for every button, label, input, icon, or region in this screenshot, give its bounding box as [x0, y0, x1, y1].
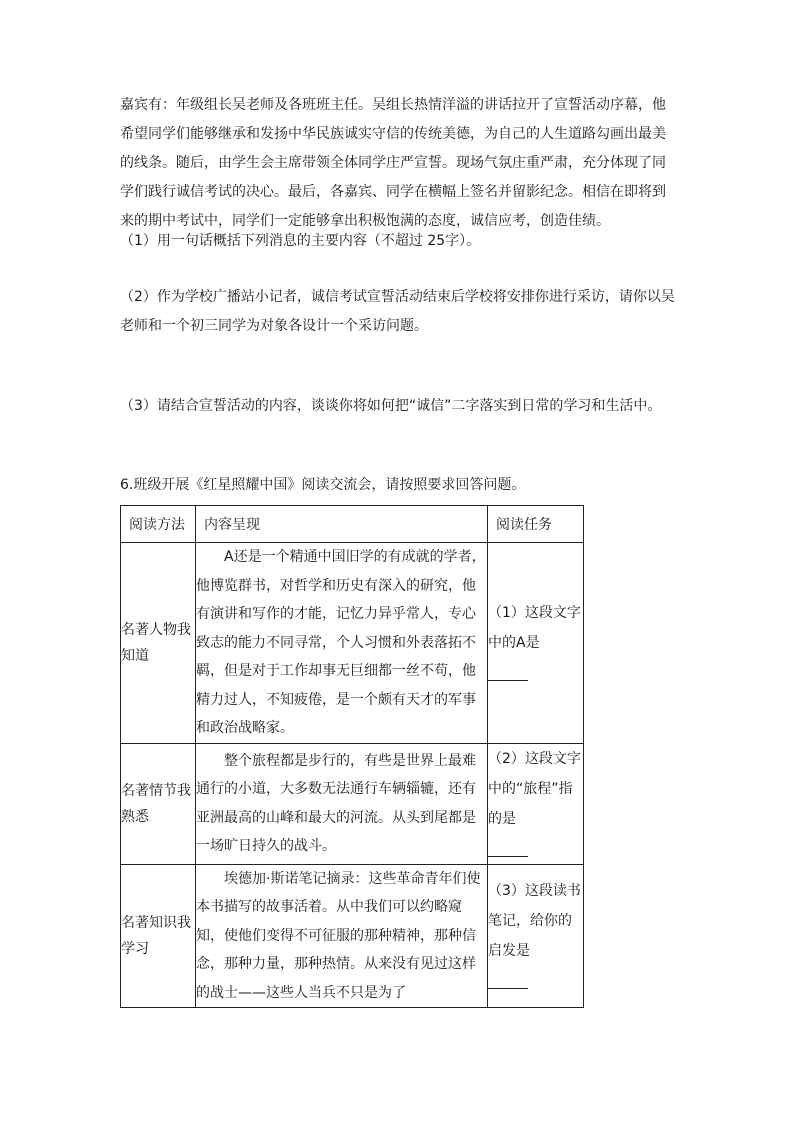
task-text: （2）这段文字中的“旅程”指的是: [488, 750, 581, 827]
task-text: （1）这段文字中的A是: [488, 604, 581, 651]
table-row: [121, 743, 584, 864]
answer-blank[interactable]: [488, 840, 528, 857]
question-1: （1）用一句话概括下列消息的主要内容（不超过 25字）。: [120, 233, 481, 249]
table-row: [121, 543, 584, 744]
content-text: 整个旅程都是步行的，有些是世界上最难通行的小道，大多数无法通行车辆辎辘，还有亚洲最高的山峰和最大的河流。从头到尾都是一场旷日持久的战斗。: [196, 752, 476, 854]
task-text: （3）这段读书笔记，给你的启发是: [488, 882, 581, 959]
section-6-title: 6.班级开展《红星照耀中国》阅读交流会，请按照要求回答问题。: [120, 477, 526, 493]
method-cell: 名著人物我知道: [121, 543, 196, 744]
answer-blank[interactable]: [488, 664, 528, 681]
header-method: 阅读方法: [121, 506, 196, 543]
news-paragraph: 嘉宾有：年级组长吴老师及各班班主任。吴组长热情洋溢的讲话拉开了宣誓活动序幕，他希望同学们能够继承和发扬中华民族诚实守信的传统美德，为自己的人生道路勾画出最美的线条。随后，由学生会主席带领全体同学庄严宣誓。现场气氛庄重严肃，充分体现了同学们践行诚信考试的决心。最后，各嘉宾、同学在横幅上签名并留影纪念。相信在即将到来的期中考试中，同学们一定能够拿出积极饱满的态度，诚信应考，创造佳绩。: [120, 97, 666, 229]
content-cell: [196, 743, 488, 864]
question-3: （3）请结合宣誓活动的内容，谈谈你将如何把“诚信”二字落实到日常的学习和生活中。: [120, 398, 662, 414]
content-cell: [196, 864, 488, 1008]
content-text: 埃德加·斯诺笔记摘录：这些革命青年们使本书描写的故事活着。从中我们可以约略窥知，使他们变得不可征服的那种精神，那种信念，那种力量，那种热情。从来没有见过这样的战士——这些人当兵不只是为了: [196, 870, 481, 1001]
reading-table: [120, 505, 584, 1008]
table-row: [121, 864, 584, 1008]
task-cell: [488, 543, 584, 744]
question-2: （2）作为学校广播站小记者，诚信考试宣誓活动结束后学校将安排你进行采访，请你以吴老师和一个初三同学为对象各设计一个采访问题。: [120, 289, 675, 334]
header-content: 内容呈现: [196, 506, 488, 543]
content-text: A还是一个精通中国旧学的有成就的学者，他博览群书，对哲学和历史有深入的研究，他有演讲和写作的才能，记忆力异乎常人，专心致志的能力不同寻常，个人习惯和外表落拓不羁，但是对于工作却事无巨细都一丝不苟，他精力过人，不知疲倦，是一个颇有天才的军事和政治战略家。: [196, 549, 486, 736]
task-cell: [488, 864, 584, 1008]
table-header-row: [121, 506, 584, 543]
content-cell: [196, 543, 488, 744]
method-cell: 名著知识我学习: [121, 864, 196, 1008]
header-task: 阅读任务: [488, 506, 584, 543]
answer-blank[interactable]: [488, 972, 528, 989]
method-cell: 名著情节我熟悉: [121, 743, 196, 864]
task-cell: [488, 743, 584, 864]
